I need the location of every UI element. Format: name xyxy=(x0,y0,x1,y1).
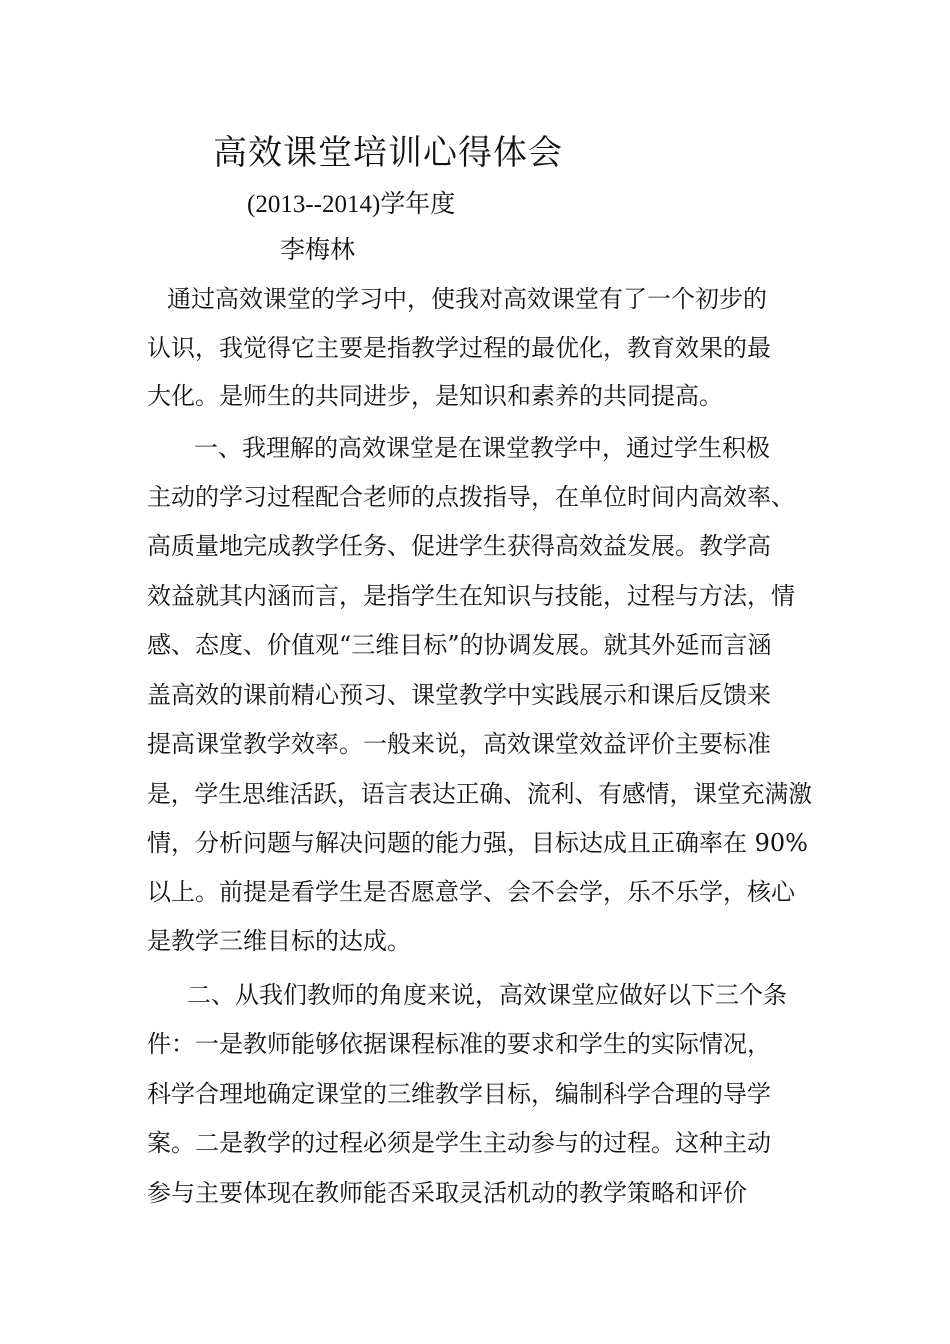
paragraph-line: 以上。前提是看学生是否愿意学、会不会学，乐不乐学，核心 xyxy=(147,878,795,906)
paragraph-line: 件：一是教师能够依据课程标准的要求和学生的实际情况， xyxy=(147,1030,771,1058)
paragraph-line: 感、态度、价值观“三维目标”的协调发展。就其外延而言涵 xyxy=(147,631,772,659)
paragraph-line: 提高课堂教学效率。一般来说，高效课堂效益评价主要标准 xyxy=(147,730,771,758)
paragraph-line: 情，分析问题与解决问题的能力强，目标达成且正确率在 90% xyxy=(147,829,808,857)
paragraph-line: 认识，我觉得它主要是指教学过程的最优化，教育效果的最 xyxy=(147,334,771,362)
document-title: 高效课堂培训心得体会 xyxy=(213,133,563,173)
paragraph-line: 是，学生思维活跃，语言表达正确、流利、有感情，课堂充满激 xyxy=(147,780,813,808)
paragraph-line: 高质量地完成教学任务、促进学生获得高效益发展。教学高 xyxy=(147,532,771,560)
paragraph-line: 一、我理解的高效课堂是在课堂教学中，通过学生积极 xyxy=(194,434,770,462)
document-subtitle: (2013--2014)学年度 xyxy=(247,191,456,218)
paragraph-line: 科学合理地确定课堂的三维教学目标，编制科学合理的导学 xyxy=(147,1080,771,1108)
paragraph-line: 参与主要体现在教师能否采取灵活机动的教学策略和评价 xyxy=(147,1179,747,1207)
paragraph-line: 主动的学习过程配合老师的点拨指导，在单位时间内高效率、 xyxy=(147,483,795,511)
paragraph-line: 大化。是师生的共同进步，是知识和素养的共同提高。 xyxy=(147,382,723,410)
paragraph-line: 盖高效的课前精心预习、课堂教学中实践展示和课后反馈来 xyxy=(147,681,771,709)
paragraph-line: 通过高效课堂的学习中，使我对高效课堂有了一个初步的 xyxy=(167,285,767,313)
paragraph-line: 效益就其内涵而言，是指学生在知识与技能，过程与方法，情 xyxy=(147,582,795,610)
paragraph-line: 是教学三维目标的达成。 xyxy=(147,927,411,955)
document-author: 李梅林 xyxy=(280,235,356,264)
paragraph-line: 案。二是教学的过程必须是学生主动参与的过程。这种主动 xyxy=(147,1129,771,1157)
paragraph-line: 二、从我们教师的角度来说，高效课堂应做好以下三个条 xyxy=(187,981,787,1009)
